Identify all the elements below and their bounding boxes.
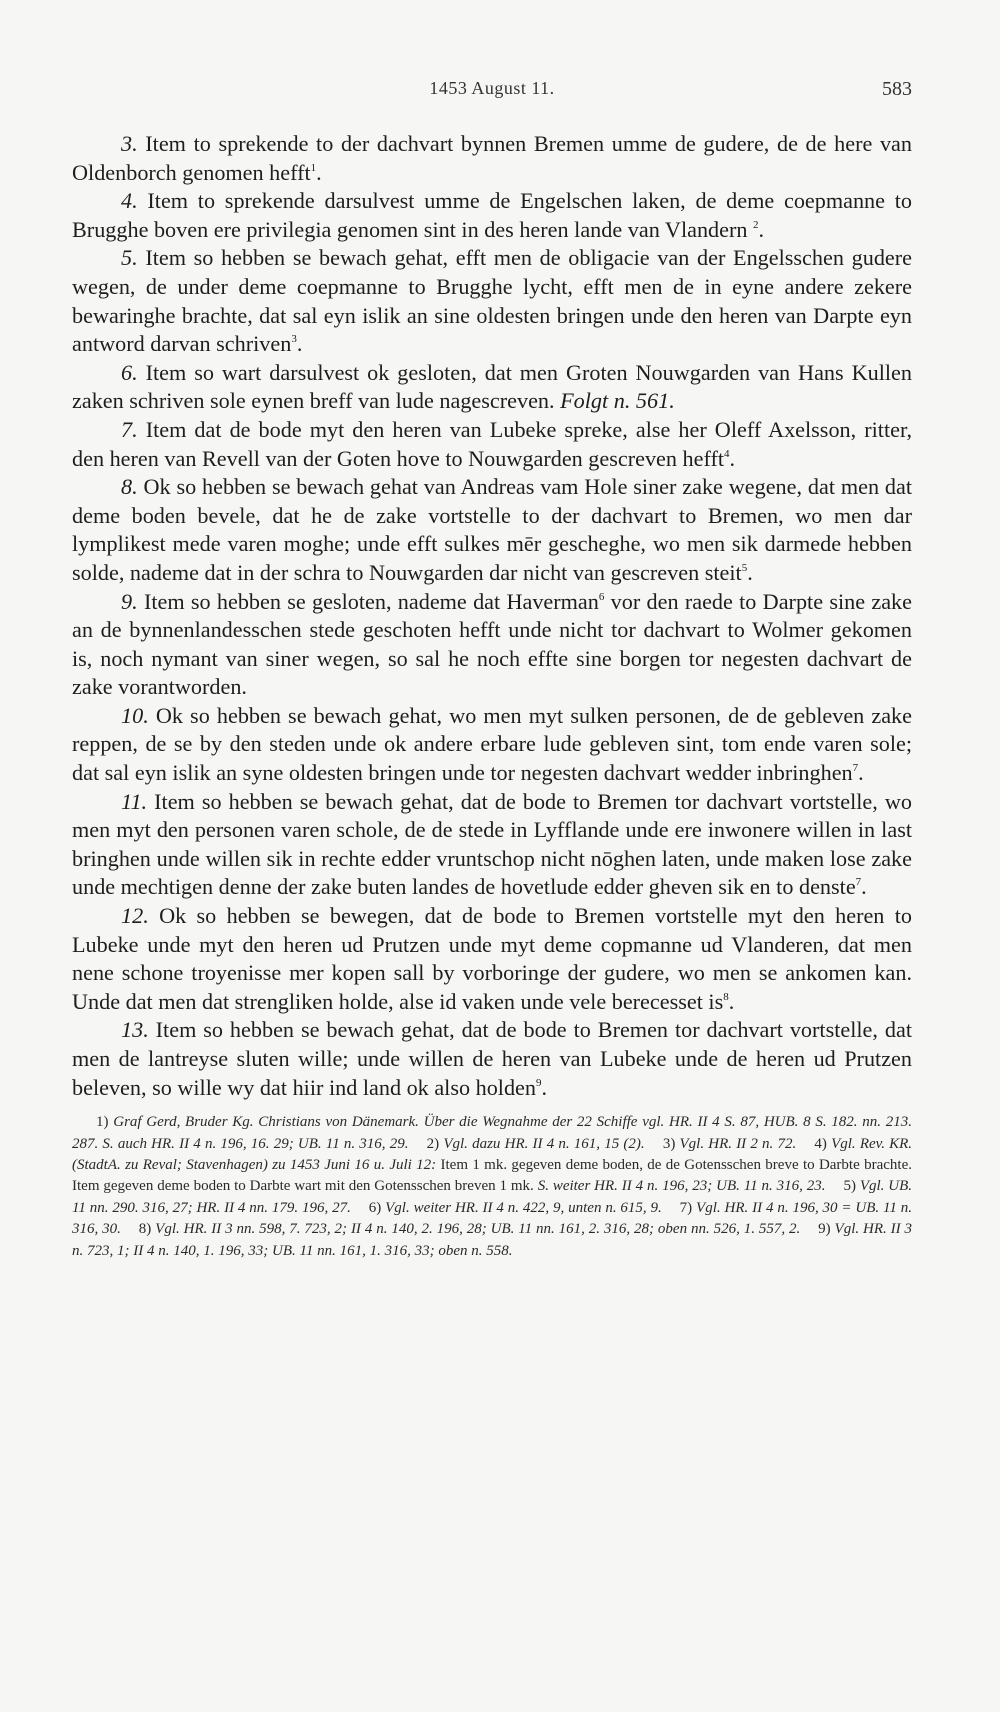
page-header: [72, 78, 912, 108]
item-number: 5.: [121, 245, 138, 271]
footnote-6: 6) Vgl. weiter HR. II 4 n. 422, 9, unten n. 615, 9.: [368, 1199, 662, 1216]
item-number: 10.: [121, 702, 149, 728]
item-number: 7.: [121, 416, 138, 442]
item-12: 12. Ok so hebben se bewegen, dat de bode to Bremen vortstelle myt den heren to Lubeke unde myt den heren ud Prutzen unde myt deme copmanne ud Vlanderen, dat men nene schone troyenisse mer kopen sall by vorboringe der gudere, wo men se ankomen kan. Unde dat men dat strengliken holde, alse id vaken unde vele berecesset $is^8$.: [72, 903, 912, 1014]
item-5: 5. Item so hebben se bewach gehat, efft men de obligacie van der Engelsschen gudere wegen, de under deme coepmanne to Brugghe lycht, efft men de in eyne andere zekere bewaringhe brachte, dat sal eyn islik an sine oldesten bringen unde den heren van Darpte eyn antword darvan schriven$^3$.: [72, 245, 912, 357]
item-13: 13. Item so hebben se bewach gehat, dat de bode to Bremen tor dachvart vortstelle, dat men de lantreyse sluten wille; unde willen de heren van Lubeke unde de heren ud Prutzen beleven, so wille wy dat hiir ind land ok also holden$^9$.: [72, 1017, 912, 1100]
footnotes: [72, 1112, 912, 1262]
footnote-7: 7) Vgl. HR. II 4 n. 196, 30 = UB. 11 n. 316, 30.: [72, 1199, 913, 1238]
footnote-ref: 6: [598, 590, 605, 603]
item-10: 10. Ok so hebben se bewach gehat, wo men myt sulken personen, de de gebleven zake reppen, de se by den steden unde ok andere erbare lude gebleven sint, tom ende varen sole; dat sal eyn islik an syne oldesten bringen unde tor negesten dachvart wedder inbringhen$^7$.: [72, 702, 912, 786]
item-number: 8.: [121, 474, 138, 500]
item-8: 8. Ok so hebben se bewach gehat van Andreas vam Hole siner zake wegene, dat men dat deme boden bevele, dat he de zake vortstelle to der dachvart to Bremen, wo men dar lymplikest mede varen moghe; unde efft sulkes mēr gescheghe, wo men sik darmede hebben solde, nademe dat in der schra to Nouwgarden dar nicht van gescreven steit$^5$.: [72, 474, 913, 585]
item-text: Item so hebben se gesloten, nademe dat Haverman: [143, 588, 599, 614]
item-text: Item to sprekende to der dachvart bynnen Bremen umme de gudere, de de here van Oldenborch genomen hefft: [72, 131, 912, 185]
item-3: 3. Item to sprekende to der dachvart bynnen Bremen umme de gudere, de de here van Oldenborch genomen hefft$^1$.: [72, 131, 912, 185]
running-head: 1453 August 11.: [429, 78, 555, 98]
item-text: Item so hebben se bewach gehat, dat de bode to Bremen tor dachvart vortstelle, dat men de lantreyse sluten wille; unde willen de heren van Lubeke unde de heren ud Prutzen beleven, so wille wy dat hiir ind land ok also holden: [72, 1017, 912, 1100]
item-number: 13.: [121, 1017, 149, 1043]
footnote-ref: 4: [724, 447, 730, 460]
footnote-3: 3) Vgl. HR. II 2 n. 72.: [662, 1135, 797, 1152]
footnote-5: 5) Vgl. UB. 11 nn. 290. 316, 27; HR. II 4 nn. 179. 196, 27.: [72, 1178, 913, 1216]
item-6: [72, 359, 912, 416]
footnote-ref: 9: [536, 1076, 542, 1089]
footnote-8: 8) Vgl. HR. II 3 nn. 598, 7. 723, 2; II 4 n. 140, 2. 196, 28; UB. 11 nn. 161, 2. 316, 28; oben nn. 526, 1. 557, 2.: [138, 1221, 801, 1238]
page-number: 583: [882, 78, 912, 100]
footnote-9: 9) Vgl. HR. II 3 n. 723, 1; II 4 n. 140, 1. 196, 33; UB. 11 nn. 161, 1. 316, 33; oben n. 558.: [72, 1221, 913, 1259]
footnote-2: 2) Vgl. dazu HR. II 4 n. 161, 15 (2).: [426, 1135, 645, 1152]
item-11: 11. Item so hebben se bewach gehat, dat de bode to Bremen tor dachvart vortstelle, wo men myt den personen varen schole, de de stede in Lyfflande unde ere inwonere willen in last bringhen unde willen sik in rechte edder vruntschop nicht nōghen laten, unde maken lose zake unde mechtigen denne der zake buten landes de hovetlude edder gheven sik en to denste$^7$.: [72, 788, 912, 900]
footnote-ref: 3: [291, 333, 297, 346]
cross-reference: Folgt n. 561.: [560, 388, 675, 414]
footnote-ref: 7: [852, 762, 859, 775]
footnote-1: 1) Graf Gerd, Bruder Kg. Christians von Dänemark. Über die Wegnahme der 22 Schiffe vgl. HR. II 4 S. 87, HUB. 8 S. 182. nn. 213. 287. S. auch HR. II 4 n. 196, 16. 29; UB. 11 n. 316, 29.: [72, 1114, 913, 1152]
item-text-continued: vor den raede to Darpte sine zake an de bynnenlandesschen stede geschoten hefft unde nicht tor dachvart to Wolmer gekomen is, noch nymant van siner wegen, so sal he noch effte sine borgen tor negesten dachvart de zake vorantworden.: [72, 588, 912, 700]
item-text: Item so hebben se bewach gehat, dat de bode to Bremen tor dachvart vortstelle, wo men myt den personen varen schole, de de stede in Lyfflande unde ere inwonere willen in last bringhen unde willen sik in rechte edder vruntschop nicht nōghen laten, unde maken lose zake unde mechtigen denne der zake buten landes de hovetlude edder gheven sik en to denste: [72, 788, 912, 900]
footnote-4: 4) Vgl. Rev. KR. (StadtA. zu Reval; Stavenhagen) zu 1453 Juni 16 u. Juli 12: Item 1 mk. gegeven deme boden, de de Gotensschen breve to Darbte brachte. Item gegeven deme boden to Darbte wart mit den Gotensschen breven 1 mk. S. weiter HR. II 4 n. 196, 23; UB. 11 n. 316, 23.: [72, 1135, 913, 1195]
footnote-ref: 1: [310, 161, 317, 174]
item-text: Item dat de bode myt den heren van Lubeke spreke, alse her Oleff Axelsson, ritter, den heren van Revell van der Goten hove to Nouwgarden gescreven hefft: [72, 416, 913, 471]
item-7: 7. Item dat de bode myt den heren van Lubeke spreke, alse her Oleff Axelsson, ritter, den heren van Revell van der Goten hove to Nouwgarden gescreven hefft$^4$.: [72, 416, 913, 471]
item-list: [72, 130, 912, 1102]
footnote-ref: 2: [753, 218, 759, 231]
item-text: Ok so hebben se bewegen, dat de bode to Bremen vortstelle myt den heren to Lubeke unde myt den heren ud Prutzen unde myt deme copmanne ud Vlanderen, dat men nene schone troyenisse mer kopen sall by vorboringe der gudere, wo men se ankomen kan. Unde dat men dat strengliken holde, alse id vaken unde vele berecesset is: [72, 903, 912, 1014]
footnote-ref: 8: [723, 990, 729, 1003]
item-number: 6.: [121, 359, 138, 385]
item-number: 4.: [121, 188, 138, 214]
item-9: [72, 588, 912, 702]
item-4: 4. Item to sprekende darsulvest umme de Engelschen laken, de deme coepmanne to Brugghe boven ere privilegia genomen sint in des heren lande van Vlandern $^2$.: [72, 188, 912, 242]
footnote-ref: 5: [741, 561, 748, 574]
item-text: Item so hebben se bewach gehat, efft men de obligacie van der Engelsschen gudere wegen, de under deme coepmanne to Brugghe lycht, efft men de in eyne andere zekere bewaringhe brachte, dat sal eyn islik an sine oldesten bringen unde den heren van Darpte eyn antword darvan schriven: [72, 245, 912, 357]
item-number: 11.: [121, 788, 148, 814]
item-number: 12.: [121, 903, 149, 929]
item-text: Ok so hebben se bewach gehat, wo men myt sulken personen, de de gebleven zake reppen, de se by den steden unde ok andere erbare lude gebleven sint, tom ende varen sole; dat sal eyn islik an syne oldesten bringen unde tor negesten dachvart wedder inbringhen: [72, 702, 912, 786]
document-page: [72, 78, 912, 1262]
item-number: 3.: [121, 131, 138, 156]
footnote-ref: 7: [855, 876, 862, 889]
item-number: 9.: [121, 588, 138, 614]
item-text: Item to sprekende darsulvest umme de Engelschen laken, de deme coepmanne to Brugghe boven ere privilegia genomen sint in des heren lande van Vlandern: [72, 188, 912, 242]
item-text: Item so wart darsulvest ok gesloten, dat men Groten Nouwgarden van Hans Kullen zaken schriven sole eynen breff van lude nagescreven.: [72, 359, 912, 414]
item-text: Ok so hebben se bewach gehat van Andreas vam Hole siner zake wegene, dat men dat deme boden bevele, dat he de zake vortstelle to der dachvart to Bremen, wo men dar lymplikest mede varen moghe; unde efft sulkes mēr gescheghe, wo men sik darmede hebben solde, nademe dat in der schra to Nouwgarden dar nicht van gescreven steit: [72, 474, 913, 585]
